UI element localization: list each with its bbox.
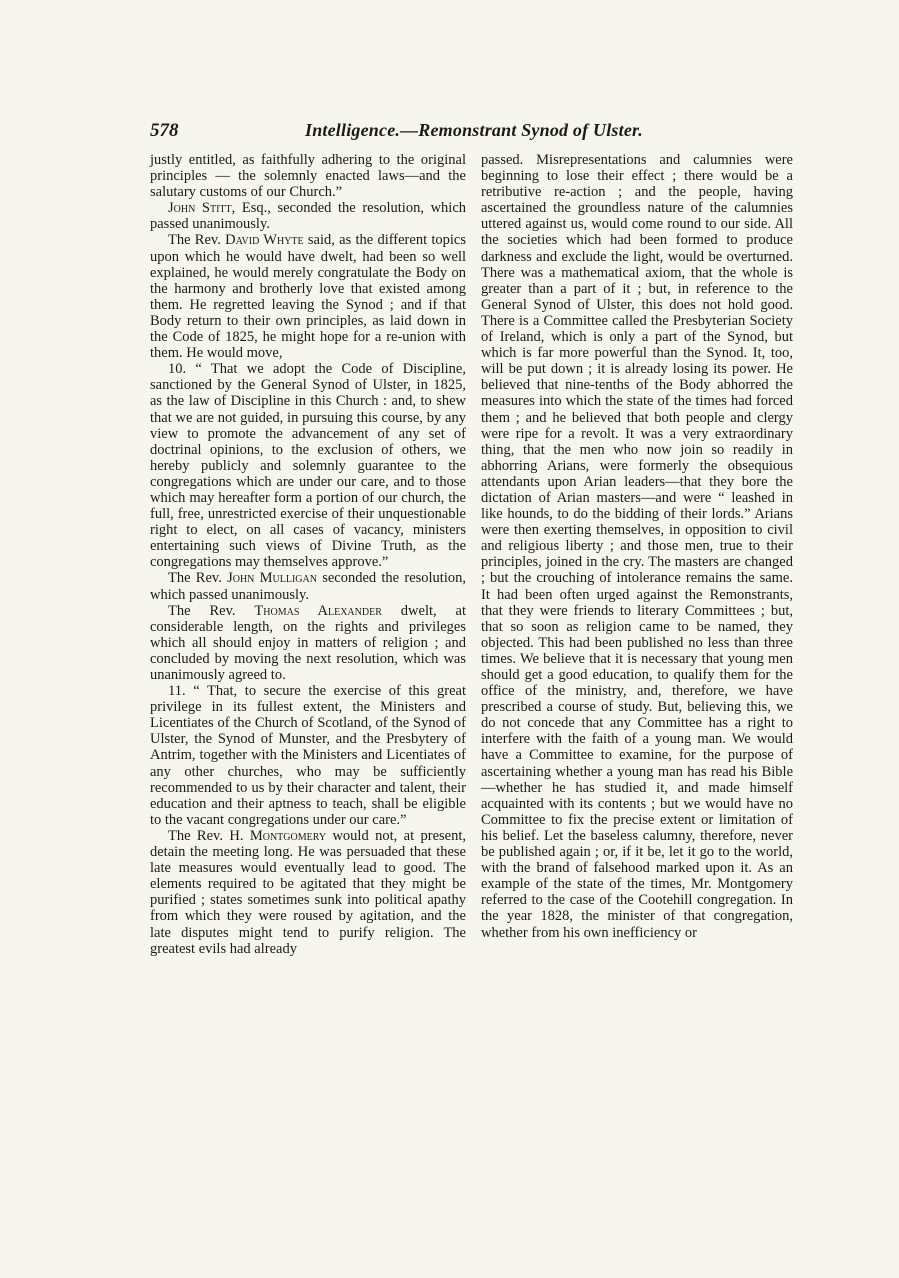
paragraph-text: dwelt, at considerable length, on the rights and privileges which all should enjoy in matters of religion ; and concluded by moving the next resolution, which was unanimously agreed to. bbox=[150, 602, 467, 683]
paragraph-lead: The Rev. bbox=[168, 232, 226, 249]
right-column bbox=[481, 152, 793, 941]
speaker-name: John Mulligan bbox=[227, 570, 317, 587]
paragraph: passed. Misrepresentations and calumnies were beginning to lose their effect ; there would be a retributive re-action ; and the people, having ascertained the groundless nature of the calumnies uttered against us, would come round to our side. All the societies which had been formed to produce darkness and exclude the light, would be overturned. There was a mathematical axiom, that the whole is greater than a part of it ; but, in reference to the General Synod of Ulster, this does not hold good. There is a Committee called the Presbyterian Society of Ireland, which is only a part of the Synod, but which is far more powerful than the Synod. It, too, will be put down ; it is already losing its power. He believed that nine-tenths of the Body abhorred the measures into which the state of the times had forced them ; and he believed that both people and clergy were ripe for a revolt. It was a very extraordinary thing, that the men who now join so readily in abhorring Arians, were formerly the obsequious attendants upon Arian leaders—that they bore the dictation of Arian masters—and were “ leashed in like hounds, to do the bidding of their lords.” Arians were then exerting themselves, in opposition to civil and religious liberty ; and those men, true to their principles, joined in the cry. The masters are changed ; but the crouching of intolerance remains the same. It had been often urged against the Remonstrants, that they were friends to literary Committees ; but, that so soon as religion came to be named, they objected. This had been published no less than three times. We believe that it is necessary that young men should get a good education, to qualify them for the office of the ministry, and, therefore, we have prescribed a course of study. But, believing this, we do not concede that any Committee has a right to interfere with the faith of a young man. We would have a Committee to examine, for the purpose of ascertaining whether a young man has read his Bible—whether he has studied it, and made himself acquainted with its contents ; but we would have no Committee to fix the precise extent or limitation of his belief. Let the baseless calumny, therefore, never be published again ; or, if it be, let it go to the world, with the brand of falsehood marked upon it. As an example of the state of the times, Mr. Montgomery referred to the case of the Cootehill congregation. In the year 1828, the minister of that congregation, whether from his own inefficiency or bbox=[481, 152, 793, 941]
paragraph bbox=[150, 570, 466, 602]
page-number: 578 bbox=[150, 120, 179, 141]
paragraph bbox=[150, 200, 466, 232]
paragraph bbox=[150, 232, 466, 361]
paragraph-lead: The Rev. bbox=[168, 602, 255, 619]
speaker-name: John Stitt bbox=[168, 200, 232, 217]
speaker-name: Montgomery bbox=[249, 827, 327, 844]
running-head: Intelligence.—Remonstrant Synod of Ulster. bbox=[305, 120, 643, 140]
paragraph-lead: The Rev. H. bbox=[168, 827, 250, 844]
paragraph-text: , Esq., seconded the resolution, which passed unanimously. bbox=[150, 200, 467, 233]
resolution-10: 10. “ That we adopt the Code of Discipline, sanctioned by the General Synod of Ulster, in 1825, as the law of Discipline in this Church : and, to shew that we are not guided, in pursuing this course, by any view to promote the advancement of any set of doctrinal opinions, to the exclusion of others, we hereby publicly and solemnly guarantee to the congregations which are under our care, and to those which may hereafter form a portion of our church, the full, free, unrestricted exercise of their unquestionable right to elect, on all cases of vacancy, ministers entertaining such views of Divine Truth, as the congregations may themselves approve.” bbox=[150, 361, 466, 571]
paragraph bbox=[150, 828, 466, 957]
resolution-11: 11. “ That, to secure the exercise of this great privilege in its fullest extent, the Ministers and Licentiates of the Church of Scotland, of the Synod of Ulster, the Synod of Munster, and the Presbytery of Antrim, together with the Ministers and Licentiates of any other churches, who may be sufficiently recommended to us by their character and talent, their education and their aptness to teach, shall be eligible to the vacant congregations under our care.” bbox=[150, 683, 466, 828]
speaker-name: Thomas Alexander bbox=[254, 602, 382, 619]
page-header bbox=[150, 120, 790, 144]
speaker-name: David Whyte bbox=[225, 232, 304, 249]
paragraph-text: would not, at present, detain the meeting long. He was persuaded that these late measures would eventually lead to good. The elements required to be agitated that they might be purified ; states sometimes sunk into political apathy from which they were roused by agitation, and the late disputes might tend to purify religion. The greatest evils had already bbox=[150, 827, 466, 957]
paragraph-text: said, as the different topics upon which he would have dwelt, had been so well explained, he would merely congratulate the Body on the harmony and brotherly love that existed among them. He regretted leaving the Synod ; and if that Body return to their own principles, as laid down in the Code of 1825, he might hope for a re-union with them. He would move, bbox=[150, 232, 466, 362]
paragraph-lead: The Rev. bbox=[168, 570, 228, 587]
paragraph bbox=[150, 603, 466, 683]
paragraph: justly entitled, as faithfully adhering to the original principles — the solemnly enacted laws—and the salutary customs of our Church.” bbox=[150, 152, 466, 201]
paragraph-text: seconded the resolution, which passed unanimously. bbox=[150, 570, 466, 603]
left-column bbox=[150, 152, 466, 957]
